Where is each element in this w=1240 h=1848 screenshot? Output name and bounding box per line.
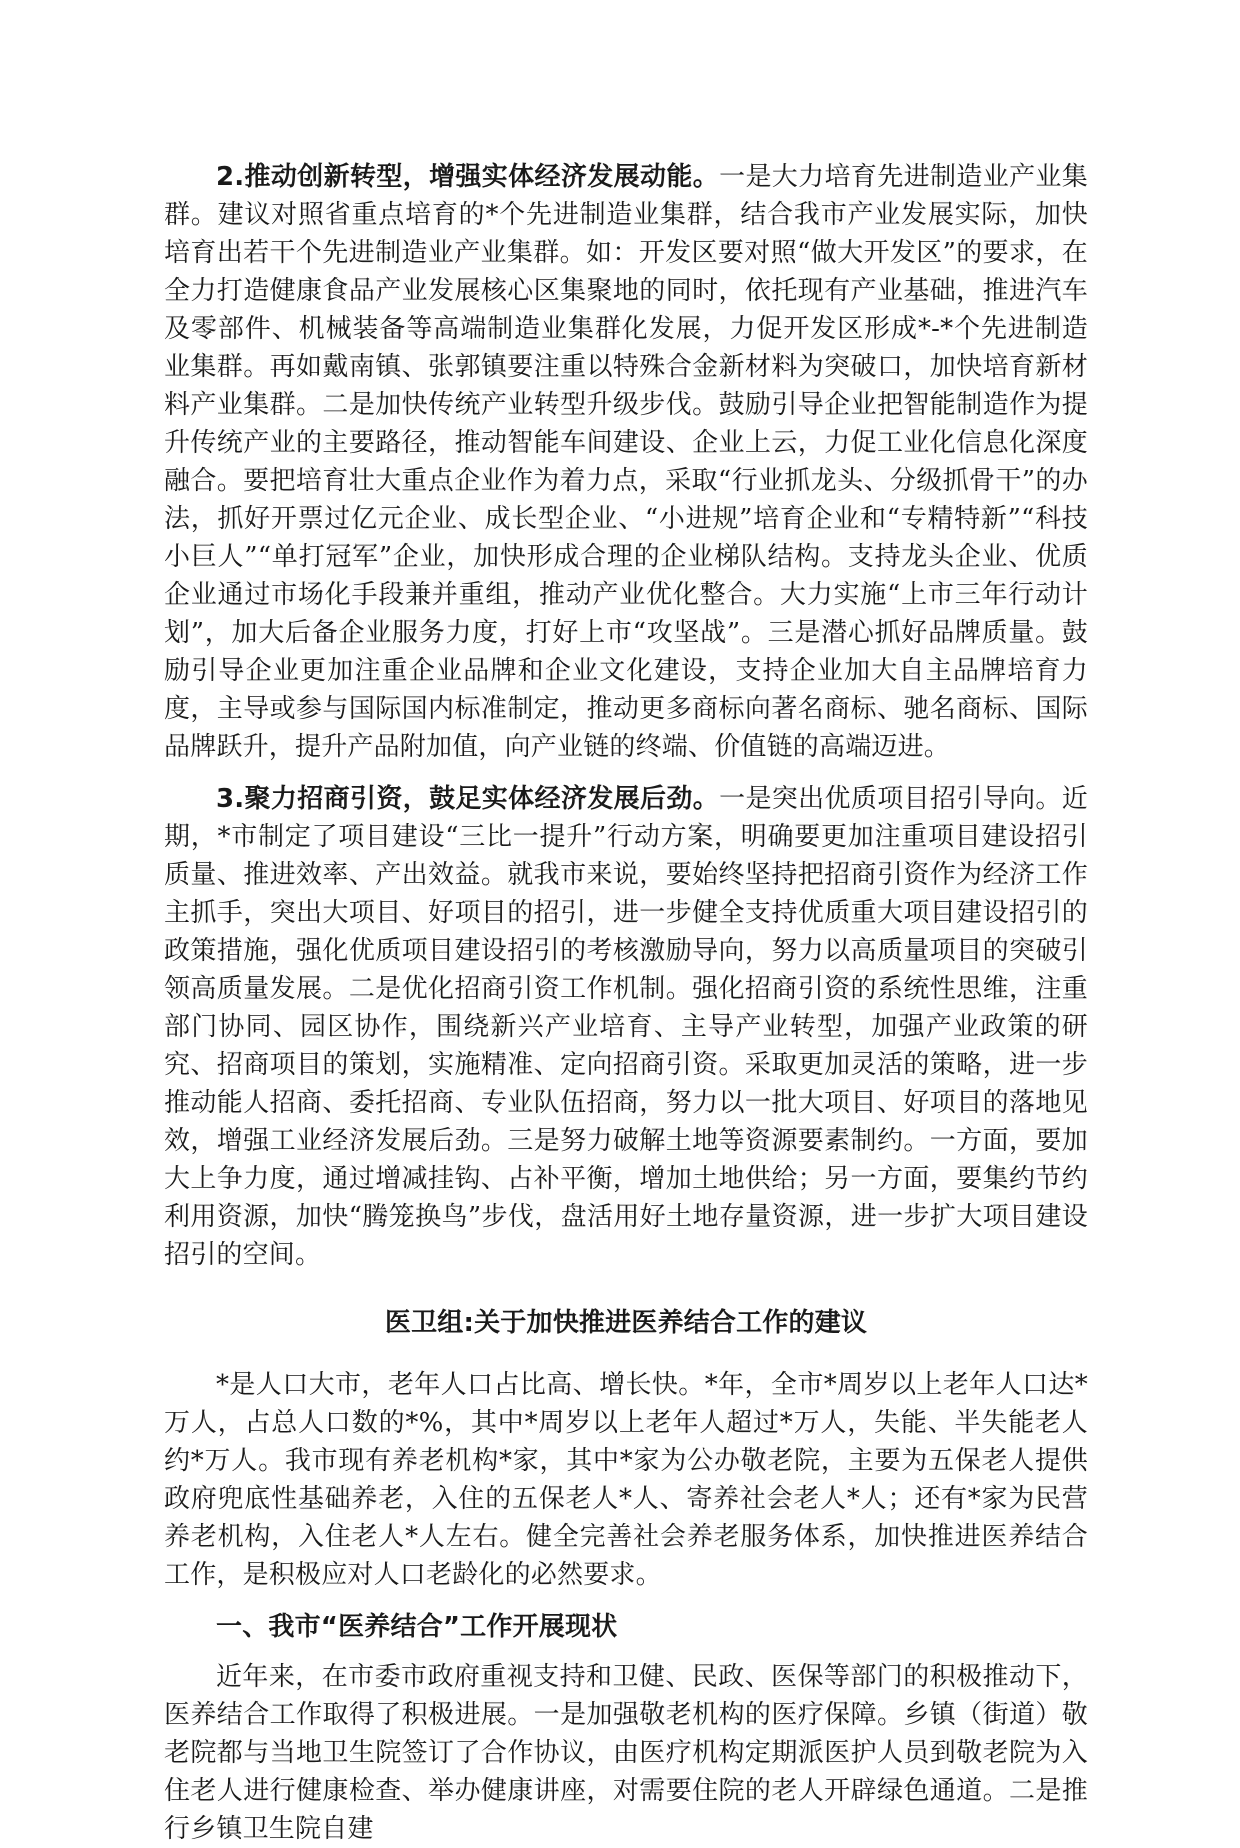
paragraph-status: 近年来，在市委市政府重视支持和卫健、民政、医保等部门的积极推动下，医养结合工作取得了积极进展。一是加强敬老机构的医疗保障。乡镇（街道）敬老院都与当地卫生院签订了合作协议，由医疗机构定期派医护人员到敬老院为入住老人进行健康检查、举办健康讲座，对需要住院的老人开辟绿色通道。二是推行乡镇卫生院自建 <box>164 1662 1088 1844</box>
paragraph-innovation <box>164 158 1088 766</box>
paragraph-investment-lead: 3.聚力招商引资，鼓足实体经济发展后劲。 <box>216 784 720 814</box>
document-page <box>164 158 1088 1848</box>
paragraph-innovation-body: 一是大力培育先进制造业产业集群。建议对照省重点培育的*个先进制造业集群，结合我市产业发展实际，加快培育出若干个先进制造业产业集群。如：开发区要对照“做大开发区”的要求，在全力打造健康食品产业发展核心区集聚地的同时，依托现有产业基础，推进汽车及零部件、机械装备等高端制造业集群化发展，力促开发区形成*-*个先进制造业集群。再如戴南镇、张郭镇要注重以特殊合金新材料为突破口，加快培育新材料产业集群。二是加快传统产业转型升级步伐。鼓励引导企业把智能制造作为提升传统产业的主要路径，推动智能车间建设、企业上云，力促工业化信息化深度融合。要把培育壮大重点企业作为着力点，采取“行业抓龙头、分级抓骨干”的办法，抓好开票过亿元企业、成长型企业、“小进规”培育企业和“专精特新”“科技小巨人”“单打冠军”企业，加快形成合理的企业梯队结构。支持龙头企业、优质企业通过市场化手段兼并重组，推动产业优化整合。大力实施“上市三年行动计划”，加大后备企业服务力度，打好上市“攻坚战”。三是潜心抓好品牌质量。鼓励引导企业更加注重企业品牌和企业文化建设，支持企业加大自主品牌培育力度，主导或参与国际国内标准制定，推动更多商标向著名商标、驰名商标、国际品牌跃升，提升产品附加值，向产业链的终端、价值链的高端迈进。 <box>164 162 1088 762</box>
paragraph-innovation-lead: 2.推动创新转型，增强实体经济发展动能。 <box>216 162 720 192</box>
heading-status: 一、我市“医养结合”工作开展现状 <box>216 1612 618 1642</box>
paragraph-investment-body: 一是突出优质项目招引导向。近期，*市制定了项目建设“三比一提升”行动方案，明确要更加注重项目建设招引质量、推进效率、产出效益。就我市来说，要始终坚持把招商引资作为经济工作主抓手，突出大项目、好项目的招引，进一步健全支持优质重大项目建设招引的政策措施，强化优质项目建设招引的考核激励导向，努力以高质量项目的突破引领高质量发展。二是优化招商引资工作机制。强化招商引资的系统性思维，注重部门协同、园区协作，围绕新兴产业培育、主导产业转型，加强产业政策的研究、招商项目的策划，实施精准、定向招商引资。采取更加灵活的策略，进一步推动能人招商、委托招商、专业队伍招商，努力以一批大项目、好项目的落地见效，增强工业经济发展后劲。三是努力破解土地等资源要素制约。一方面，要加大上争力度，通过增减挂钩、占补平衡，增加土地供给；另一方面，要集约节约利用资源，加快“腾笼换鸟”步伐，盘活用好土地存量资源，进一步扩大项目建设招引的空间。 <box>164 784 1088 1270</box>
paragraph-intro: *是人口大市，老年人口占比高、增长快。*年，全市*周岁以上老年人口达*万人，占总人口数的*%，其中*周岁以上老年人超过*万人，失能、半失能老人约*万人。我市现有养老机构*家，其中*家为公办敬老院，主要为五保老人提供政府兜底性基础养老，入住的五保老人*人、寄养社会老人*人；还有*家为民营养老机构，入住老人*人左右。健全完善社会养老服务体系，加快推进医养结合工作，是积极应对人口老龄化的必然要求。 <box>164 1370 1088 1590</box>
paragraph-investment <box>164 780 1088 1274</box>
group-title: 医卫组:关于加快推进医养结合工作的建议 <box>384 1308 868 1338</box>
